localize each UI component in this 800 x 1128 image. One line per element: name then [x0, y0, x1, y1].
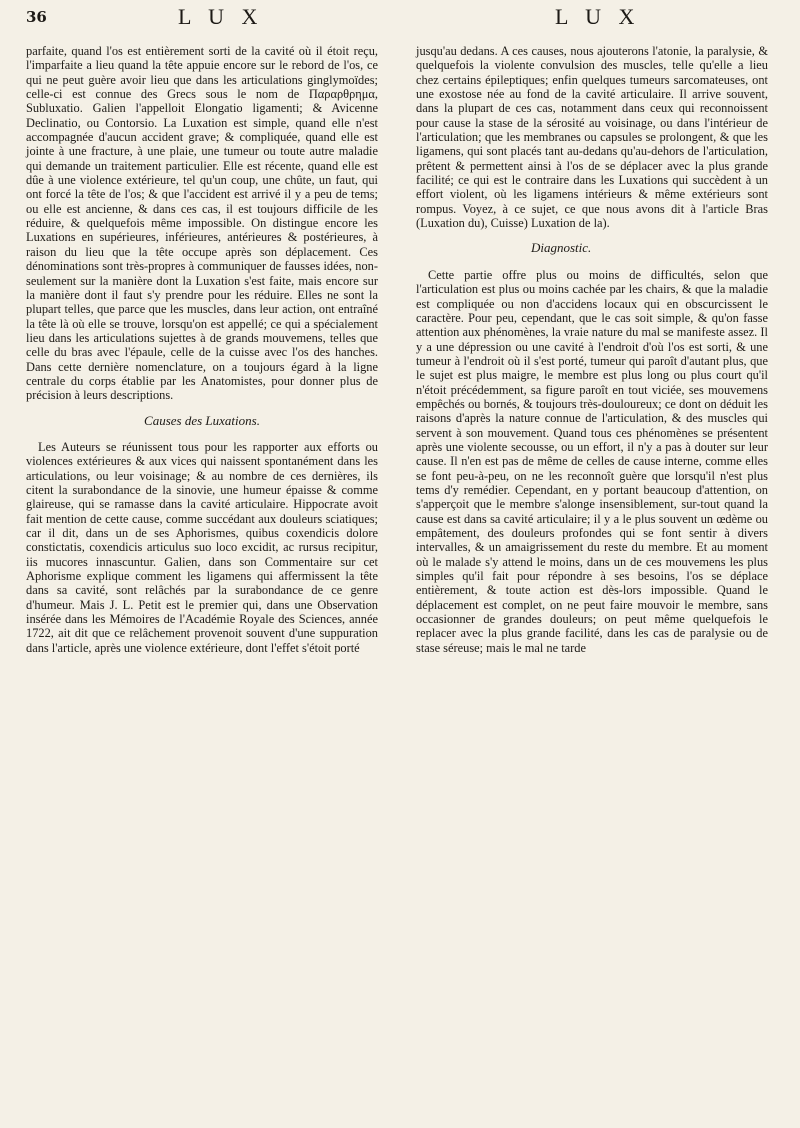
section-heading-diagnostic: Diagnostic. — [531, 240, 592, 256]
section-heading-causes: Causes des Luxations. — [144, 412, 260, 428]
left-paragraph-1: parfaite, quand l'os est entièrement sorti de la cavité où il étoit reçu, l'imparfaite a lieu quand la tête appuie encore sur le rebord de l'os, ce qui ne peut guère avoir lieu que dans les articulations ginglymoïdes; celle-ci est connue des Grecs sous le nom de Παραρθρημα, Subluxatio. Galien l'appelloit Elongatio ligamenti; & Avicenne Declinatio, ou Contorsio. La Luxation est simple, quand elle n'est accompagnée d'aucun accident grave; & compliquée, quand elle est jointe à une fracture, à une plaie, une tumeur ou toute autre maladie qui demande un traitement particulier. Elle est récente, quand elle est dûe à une violence extérieure, tel qu'un coup, une chûte, un faut, qui ont forcé la tête de l'os; & que l'accident est arrivé il y a peu de tems; ou elle est ancienne, & dans ces cas, il est toujours difficile de les réduire, & quelquefois même impossible. On distingue encore les Luxations en supérieures, inférieures, antérieures & postérieures, à raison du lieu que la tête occupe après son déplacement. Ces dénominations sont très-propres à communiquer de fausses idées, non-seulement sur la manière dont la Luxation s'est faite, mais encore sur la manière dont il faut s'y prendre pour les réduire. Elles ne sont la plupart telles, que parce que les muscles, dans leur action, ont entraîné la tête là où elle se trouve, lorsqu'on est appellé; ce qui a spécialement lieu dans les articulations sujettes à de grands mouvemens, telles que celle du bras avec l'épaule, celle de la cuisse avec l'os des hanches. Dans cette dernière nomenclature, on a toujours égard à la ligne centrale du corps établie par les Anatomistes, pour donner plus de précision à leurs descriptions. — [26, 44, 378, 403]
running-head-right: L U X — [555, 4, 641, 29]
right-column — [416, 44, 768, 655]
right-paragraph-1: jusqu'au dedans. A ces causes, nous ajouterons l'atonie, la paralysie, & quelquefois la violente convulsion des muscles, telle qu'elle a lieu chez certains épileptiques; enfin quelques tumeurs sarcomateuses, ont une exostose née au fond de la cavité articulaire. Il arrive souvent, dans la plupart de ces cas, notamment dans ceux qui reconnoissent pour cause la stase de la sérosité au voisinage, ou dans l'intérieur de l'articulation; que les membranes ou capsules se prolongent, & que les ligamens, qui sont placés tant au-dedans qu'au-dehors de l'articulation, prêtent & permettent ainsi à l'os de se déplacer avec la plus grande facilité; ce qui est le contraire dans les Luxations qui succèdent à un effort violent, où les ligamens intérieurs & même extérieurs sont rompus. Voyez, à ce sujet, ce que nous avons dit à l'article Bras (Luxation du), Cuisse) Luxation de la). — [416, 44, 768, 231]
left-column — [26, 44, 378, 655]
running-head-left: L U X — [178, 4, 264, 29]
right-paragraph-2: Cette partie offre plus ou moins de difficultés, selon que l'articulation est plus ou moins cachée par les chairs, & que la maladie est compliquée ou non d'accidens locaux qui en obscurcissent le caractère. Pour peu, cependant, que le cas soit simple, & qu'on fasse attention aux phénomènes, la vraie nature du mal se manifeste assez. Il y a une dépression ou une cavité à l'endroit d'où l'os est sorti, & une tumeur à l'endroit où il s'est porté, tumeur qui paroît d'autant plus, que le sujet est plus maigre, le membre est plus long ou plus court qu'il n'étoit précédemment, sa figure paroît en tout viciée, ses mouvemens empêchés ou bornés, & toujours très-douloureux; ce dont on déduit les raisons d'après la nature connue de l'articulation, & des muscles qui servent à son mouvement. Quand tous ces phénomènes se présentent après une violente secousse, ou un effort, il n'y a pas à douter sur leur cause. Il n'en est pas de même de celles de cause interne, comme elles se font peu-à-peu, on ne les reconnoît guère que lorsqu'il n'est plus tems d'y remédier. Cependant, en y portant beaucoup d'attention, on s'apperçoit que le membre s'alonge insensiblement, sur-tout quand la cause est dans sa cavité articulaire; il y a le plus souvent un œdème ou empâtement, des douleurs profondes qui se font sentir à divers intervalles, & un amaigrissement du reste du membre. Et au moment où le malade s'y attend le moins, dans un de ces mouvemens les plus simples qu'il fait pour répondre à ses besoins, l'os se déplace entièrement, & toute action est dès-lors impossible. Quand le déplacement est complet, on ne peut faire mouvoir le membre, sans occasionner de grandes douleurs; on peut même quelquefois le replacer avec la plus grande facilité, dans les cas de paralysie ou de stase séreuse; mais le mal ne tarde — [416, 267, 768, 655]
page-number: 36 — [26, 8, 47, 26]
left-paragraph-2: Les Auteurs se réunissent tous pour les rapporter aux efforts ou violences extérieures & aux vices qui naissent spontanément dans les articulations, ou leur voisinage; & au nombre de ces dernières, ils citent la surabondance de la sinovie, une humeur épaisse & comme glaireuse, qui se ramasse dans la cavité articulaire. Hippocrate avoit fait mention de cette cause, comme succédant aux douleurs sciatiques; car il dit, dans un de ses Aphorismes, quibus coxendicis dolore constictatis, coxendicis articulus suo loco excidit, ac rursus recipitur, iis mucores innascuntur. Galien, dans son Commentaire sur cet Aphorisme explique comment les ligamens qui affermissent la tête dans sa cavité, sont relâchés par la surabondance de ce genre d'humeur. Mais J. L. Petit est le premier qui, dans une Observation insérée dans les Mémoires de l'Académie Royale des Sciences, année 1722, ait dit que ce relâchement provenoit souvent d'une suppuration dans l'article, après une violence extérieure, dont l'effet s'étoit porté — [26, 439, 378, 655]
